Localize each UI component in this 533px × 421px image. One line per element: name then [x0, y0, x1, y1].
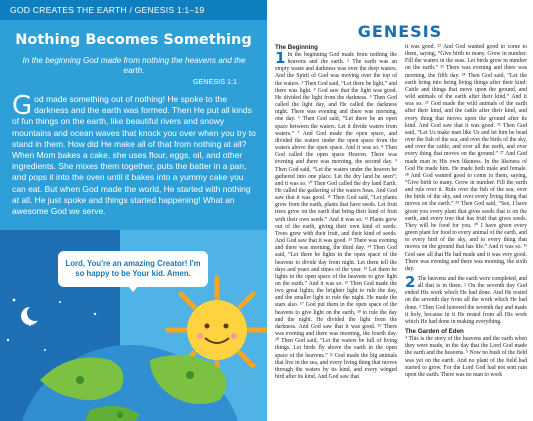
drop-cap: G	[12, 91, 33, 121]
devotional-body	[12, 91, 259, 217]
section-heading-garden: The Garden of Eden	[405, 328, 464, 336]
intro-verse: In the beginning God made from nothing the heavens and the earth.	[22, 56, 246, 75]
column-2-verses: it was good. ²² And God wanted good to come to them, saying, “Give birth to many. Grow in number. Fill the waters in the seas. Let birds grow in number on the earth.” ²³ There was evening and there was morning, the fifth day. ²⁴ Then God said, “Let the earth bring into being living things after their kind: Cattle and things that move upon the ground, and wild animals of the earth after their kind.” And it was so. ²⁵ God made the wild animals of the earth after their kind, and the cattle after their kind, and every thing that moves upon the ground after its kind. And God saw that it was good. ²⁶ Then God said, “Let Us make man like Us and let him be head over the fish of the sea, and over the birds of the sky, and over the cattle, and over all the earth, and over every thing that moves on the ground.” ²⁷ And God made man in His own likeness. In the likeness of God He made him. He made both male and female. ²⁸ And God wanted good to come to them, saying, “Give birth to many. Grow in number. Fill the earth and rule over it. Rule over the fish of the sea, over the birds of the sky, and over every living thing that moves on the earth.” ²⁹ Then God said, “See, I have given you every plant that gives seeds that is on the earth, and every tree that has fruit that gives seeds. They will be food for you. ³⁰ I have given every green plant for food to every animal of the earth, and to every bird of the sky, and to every thing that moves on the ground that has life.” And it was so. ³¹ God saw all that He had made and it was very good. There was evening and there was morning, the sixth day.	[405, 44, 527, 272]
scripture-column-2	[405, 44, 527, 379]
column-1-verses: In the beginning God made from nothing the heavens and the earth. ² The earth was an empty waste and darkness was over the deep waters. And the Spirit of God was moving over the top of the waters. ³ Then God said, “Let there be light,” and there was light. ⁴ God saw that the light was good. He divided the light from the darkness. ⁵ Then God called the light day, and He called the darkness night. There was evening and there was morning, one day. ⁶ Then God said, “Let there be an open space between the waters. Let it divide waters from waters.” ⁷ And God made the open space, and divided the waters under the open space from the waters above the open space. And it was so. ⁸ Then God called the open space Heaven. There was evening and there was morning, the second day. ⁹ Then God said, “Let the waters under the heaven be gathered into one place. Let the dry land be seen”; and it was so. ¹⁰ Then God called the dry land Earth. He called the gathering of the waters Seas. And God saw that it was good. ¹¹ Then God said, “Let plants grow from the earth, plants that have seeds. Let fruit trees grow on the earth that bring their kind of fruit with their own seeds.” And it was so. ¹² Plants grew out of the earth, giving their own kind of seeds. Trees grew with their fruit, and their kind of seeds. And God saw that it was good. ¹³ There was evening and there was morning, the third day. ¹⁴ Then God said, “Let there be lights in the open space of the heavens to divide day from night. Let them tell the days and years and times of the year. ¹⁵ Let them be lights in the open space of the heavens to give light on the earth.” And it was so. ¹⁶ Then God made the two great lights, the brighter light to rule the day, and the smaller light to rule the night. He made the stars also. ¹⁷ God put them in the open space of the heavens to give light on the earth, ¹⁸ to rule the day and the night. He divided the light from the darkness. And God saw that it was good. ¹⁹ There was evening and there was morning, the fourth day. ²⁰ Then God said, “Let the waters be full of living things. Let birds fly above the earth in the open space of the heavens.” ²¹ God made the big animals that live in the sea, and every living thing that moves through the waters by its kind, and every winged bird after its kind. And God saw that	[275, 52, 397, 381]
book-title: GENESIS	[357, 22, 443, 41]
garden-verses: ⁴ This is the story of the heavens and the earth when they were made, in the day that the Lord God made the earth and the heavens. ⁵ Now no bush of the field was yet on the earth. And no plant of the field had started to grow. For the Lord God had not sent rain upon the earth. There was no man to work	[405, 336, 527, 378]
scripture-page	[267, 0, 533, 421]
chapter-1-text	[275, 49, 397, 381]
chapter-2-verses: The heavens and the earth were completed, and all that is in them. ² On the seventh day God ended His work which He had done. And He rested on the seventh day from all the work which He had done. ³ Then God honored the seventh day and made it holy, because in it He rested from all His work which He had done in making everything.	[405, 276, 527, 325]
running-header	[0, 0, 267, 20]
running-header-text: GOD CREATES THE EARTH / GENESIS 1:1–19	[10, 5, 205, 15]
devotional-text: od made something out of nothing! He spoke to the darkness and the earth was formed. Then He put all kinds of fun things on the earth, like beautiful rivers and snowy mountains and ocean waves that knock you over when you try to stand in them. How did He make all of that from nothing at all? When Mom bakes a cake, she uses flour, eggs, oil, and other ingredients. She mixes them together, puts the batter in a pan, and pops it into the oven until it bakes into a yummy cake you can eat. But when God made the world, He started with nothing at all. He just spoke and things started happening! What an awesome God we serve.	[12, 94, 256, 217]
scripture-column-1	[275, 44, 397, 381]
prayer-bubble: Lord, You're an amazing Creator! I'm so happy to be Your kid. Amen.	[58, 251, 208, 287]
section-heading-beginning: The Beginning	[275, 44, 318, 51]
intro-reference: GENESIS 1:1	[193, 77, 237, 86]
chapter-2-text	[405, 273, 527, 326]
devotional-title: Nothing Becomes Something	[15, 32, 252, 48]
chapter-number-1: 1	[275, 49, 286, 67]
chapter-number-2: 2	[405, 273, 416, 291]
